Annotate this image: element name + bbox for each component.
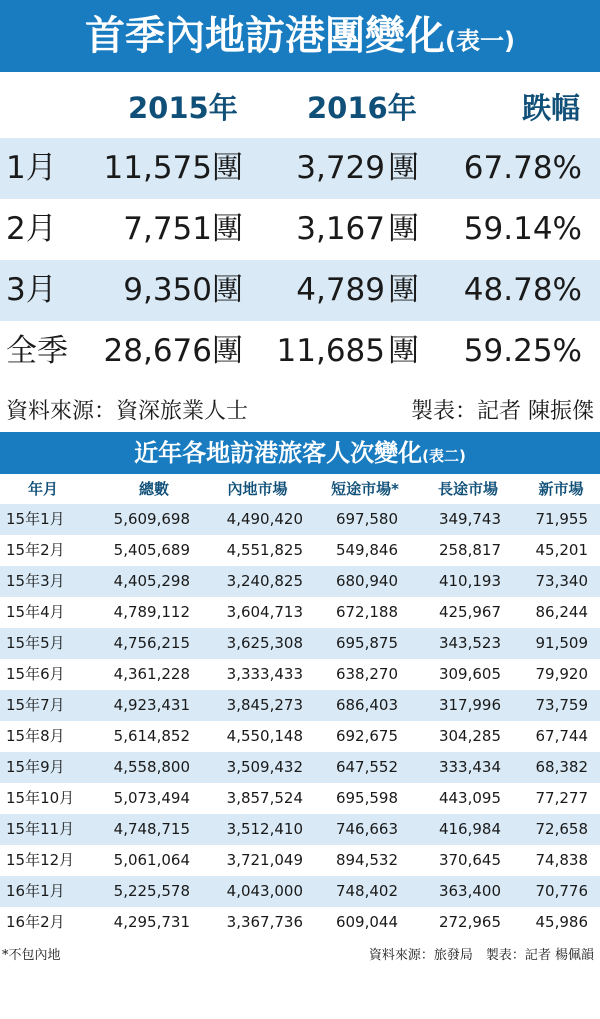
- table2-cell-long-haul: 304,285: [438, 727, 501, 745]
- table1-cell-unit-2016: 團: [388, 333, 419, 369]
- table2-cell-month: 15年9月: [6, 758, 65, 776]
- table2-cell-new-markets: 73,759: [535, 696, 588, 714]
- table2-cell-new-markets: 45,986: [535, 913, 588, 931]
- table2-cell-month: 15年4月: [6, 603, 65, 621]
- table1-cell-drop: 59.14%: [463, 211, 582, 247]
- table2-cell-total: 4,295,731: [113, 913, 190, 931]
- table2-cell-new-markets: 73,340: [535, 572, 588, 590]
- table2-cell-long-haul: 258,817: [438, 541, 501, 559]
- table2-header-short-haul: 短途市場*: [331, 480, 399, 498]
- table2-cell-short-haul: 686,403: [335, 696, 398, 714]
- table2-cell-new-markets: 77,277: [535, 789, 588, 807]
- table2-cell-total: 4,558,800: [113, 758, 190, 776]
- table2-cell-mainland: 3,367,736: [226, 913, 303, 931]
- table2-cell-month: 16年2月: [6, 913, 65, 931]
- table2-cell-mainland: 4,550,148: [226, 727, 303, 745]
- table2-cell-month: 15年12月: [6, 851, 75, 869]
- table2-cell-mainland: 3,509,432: [226, 758, 303, 776]
- table1-cell-y2016: 3,167: [296, 211, 385, 247]
- table2-row: [0, 690, 600, 721]
- table1-header-2015: 2015年: [128, 91, 238, 125]
- table2-row: [0, 535, 600, 566]
- table1-cell-drop: 48.78%: [463, 272, 582, 308]
- table2-body: [0, 504, 600, 938]
- table2-cell-total: 4,923,431: [113, 696, 190, 714]
- table2-row: [0, 783, 600, 814]
- table2-cell-long-haul: 333,434: [438, 758, 501, 776]
- table2-cell-new-markets: 86,244: [535, 603, 588, 621]
- table2-row: [0, 597, 600, 628]
- table1-row: [0, 260, 600, 321]
- table2-cell-month: 15年11月: [6, 820, 75, 838]
- table2-cell-total: 5,405,689: [113, 541, 190, 559]
- table2-cell-total: 4,405,298: [113, 572, 190, 590]
- table1-source: 資料來源：資深旅業人士: [6, 399, 249, 424]
- table2-cell-month: 15年5月: [6, 634, 65, 652]
- table2-cell-long-haul: 425,967: [438, 603, 501, 621]
- table2-cell-short-haul: 638,270: [335, 665, 398, 683]
- table2-header-new-markets: 新市場: [538, 480, 584, 498]
- table2-cell-new-markets: 68,382: [535, 758, 588, 776]
- table2-cell-short-haul: 692,675: [335, 727, 398, 745]
- table2-cell-month: 15年10月: [6, 789, 75, 807]
- table2-footer: [0, 938, 600, 968]
- table2-cell-short-haul: 672,188: [335, 603, 398, 621]
- table1-cell-y2016: 11,685: [276, 333, 385, 369]
- table1-maker: 製表：記者 陳振傑: [411, 399, 594, 424]
- table1-credits: [0, 382, 600, 432]
- table2-cell-month: 15年3月: [6, 572, 65, 590]
- table2-cell-mainland: 3,240,825: [226, 572, 303, 590]
- table2-cell-new-markets: 72,658: [535, 820, 588, 838]
- table2-cell-short-haul: 746,663: [335, 820, 398, 838]
- table1-cell-month: 3月: [6, 272, 57, 308]
- table1-cell-unit-2015: 團: [212, 211, 243, 247]
- table2-cell-new-markets: 70,776: [535, 882, 588, 900]
- table1-row: [0, 138, 600, 199]
- table1-header-2016: 2016年: [307, 91, 417, 125]
- table2-cell-long-haul: 309,605: [438, 665, 501, 683]
- table2-cell-mainland: 3,333,433: [226, 665, 303, 683]
- table2-cell-new-markets: 67,744: [535, 727, 588, 745]
- table2-cell-mainland: 3,625,308: [226, 634, 303, 652]
- table2-header-long-haul: 長途市場: [437, 480, 498, 498]
- table2-cell-new-markets: 79,920: [535, 665, 588, 683]
- table2-title: 近年各地訪港旅客人次變化: [134, 439, 423, 467]
- table1-cell-y2015: 7,751: [123, 211, 212, 247]
- table2-cell-mainland: 3,845,273: [226, 696, 303, 714]
- table2-cell-long-haul: 349,743: [438, 510, 501, 528]
- table2-cell-total: 5,073,494: [113, 789, 190, 807]
- table2-cell-short-haul: 680,940: [335, 572, 398, 590]
- table1-cell-y2015: 9,350: [123, 272, 212, 308]
- table2-cell-month: 15年8月: [6, 727, 65, 745]
- table1-cell-unit-2016: 團: [388, 211, 419, 247]
- table1-title-bar: [0, 0, 600, 72]
- table2-cell-month: 15年6月: [6, 665, 65, 683]
- table2-header: [0, 474, 600, 504]
- table2-cell-mainland: 3,512,410: [226, 820, 303, 838]
- table1-row: [0, 321, 600, 382]
- table2-cell-mainland: 4,490,420: [226, 510, 303, 528]
- table2-cell-new-markets: 71,955: [535, 510, 588, 528]
- table2-cell-short-haul: 748,402: [335, 882, 398, 900]
- table2-cell-short-haul: 609,044: [335, 913, 398, 931]
- table2-cell-short-haul: 894,532: [335, 851, 398, 869]
- table2-cell-short-haul: 695,875: [335, 634, 398, 652]
- table2-source: 資料來源：旅發局 製表：記者 楊佩韻: [368, 948, 594, 963]
- table1-cell-unit-2016: 團: [388, 272, 419, 308]
- table2-row: [0, 752, 600, 783]
- table2-row: [0, 721, 600, 752]
- table2-cell-total: 4,361,228: [113, 665, 190, 683]
- table1-body: [0, 138, 600, 382]
- table2-cell-mainland: 3,721,049: [226, 851, 303, 869]
- table2-cell-long-haul: 443,095: [438, 789, 501, 807]
- table2-header-mainland: 內地市場: [227, 480, 288, 498]
- table2-cell-long-haul: 317,996: [438, 696, 501, 714]
- table2-row: [0, 659, 600, 690]
- table2-header-month: 年月: [27, 480, 58, 498]
- table2-cell-mainland: 4,551,825: [226, 541, 303, 559]
- table2-cell-total: 5,061,064: [113, 851, 190, 869]
- table1-row: [0, 199, 600, 260]
- table1-cell-y2016: 3,729: [296, 150, 385, 186]
- table2-cell-new-markets: 74,838: [535, 851, 588, 869]
- table1-header-drop: 跌幅: [521, 91, 580, 125]
- table2-row: [0, 907, 600, 938]
- table2-cell-long-haul: 272,965: [438, 913, 501, 931]
- table1-cell-y2016: 4,789: [296, 272, 385, 308]
- table2-cell-long-haul: 370,645: [438, 851, 501, 869]
- table2-cell-mainland: 3,604,713: [226, 603, 303, 621]
- table2-cell-total: 5,614,852: [113, 727, 190, 745]
- table2-note: *不包內地: [2, 948, 61, 963]
- table1-cell-unit-2015: 團: [212, 333, 243, 369]
- table2-title-bar: [0, 432, 600, 474]
- table1-cell-y2015: 11,575: [103, 150, 212, 186]
- table2-cell-long-haul: 416,984: [438, 820, 501, 838]
- table2-cell-short-haul: 695,598: [335, 789, 398, 807]
- table1-cell-unit-2015: 團: [212, 150, 243, 186]
- table2-cell-total: 5,225,578: [113, 882, 190, 900]
- table2-cell-long-haul: 363,400: [438, 882, 501, 900]
- table1-cell-unit-2015: 團: [212, 272, 243, 308]
- table2-cell-total: 4,748,715: [113, 820, 190, 838]
- table1-cell-month: 全季: [6, 333, 68, 369]
- table2-cell-new-markets: 91,509: [535, 634, 588, 652]
- table2-row: [0, 566, 600, 597]
- table2-cell-short-haul: 697,580: [335, 510, 398, 528]
- table2-cell-long-haul: 410,193: [438, 572, 501, 590]
- table2-row: [0, 876, 600, 907]
- table2-row: [0, 814, 600, 845]
- table1-cell-month: 2月: [6, 211, 57, 247]
- table2-cell-mainland: 4,043,000: [226, 882, 303, 900]
- table1-header: [0, 72, 600, 138]
- table2-title-suffix: (表二): [422, 447, 466, 465]
- table2-row: [0, 504, 600, 535]
- table1-cell-y2015: 28,676: [103, 333, 212, 369]
- table2-cell-new-markets: 45,201: [535, 541, 588, 559]
- table2-cell-month: 15年1月: [6, 510, 65, 528]
- table1-title-suffix: (表一): [445, 27, 515, 55]
- table2-cell-month: 16年1月: [6, 882, 65, 900]
- table2-cell-month: 15年7月: [6, 696, 65, 714]
- table2-cell-short-haul: 549,846: [335, 541, 398, 559]
- table2-cell-month: 15年2月: [6, 541, 65, 559]
- table2-cell-long-haul: 343,523: [438, 634, 501, 652]
- table2-row: [0, 845, 600, 876]
- table2-cell-total: 4,756,215: [113, 634, 190, 652]
- table2-cell-total: 5,609,698: [113, 510, 190, 528]
- table2-cell-short-haul: 647,552: [335, 758, 398, 776]
- table2-cell-mainland: 3,857,524: [226, 789, 303, 807]
- table1-title: 首季內地訪港團變化: [85, 13, 446, 59]
- table2-header-total: 總數: [138, 480, 169, 498]
- table1-cell-month: 1月: [6, 150, 57, 186]
- table1-cell-drop: 67.78%: [463, 150, 582, 186]
- table2-cell-total: 4,789,112: [113, 603, 190, 621]
- table1-cell-unit-2016: 團: [388, 150, 419, 186]
- table2-row: [0, 628, 600, 659]
- table1-cell-drop: 59.25%: [463, 333, 582, 369]
